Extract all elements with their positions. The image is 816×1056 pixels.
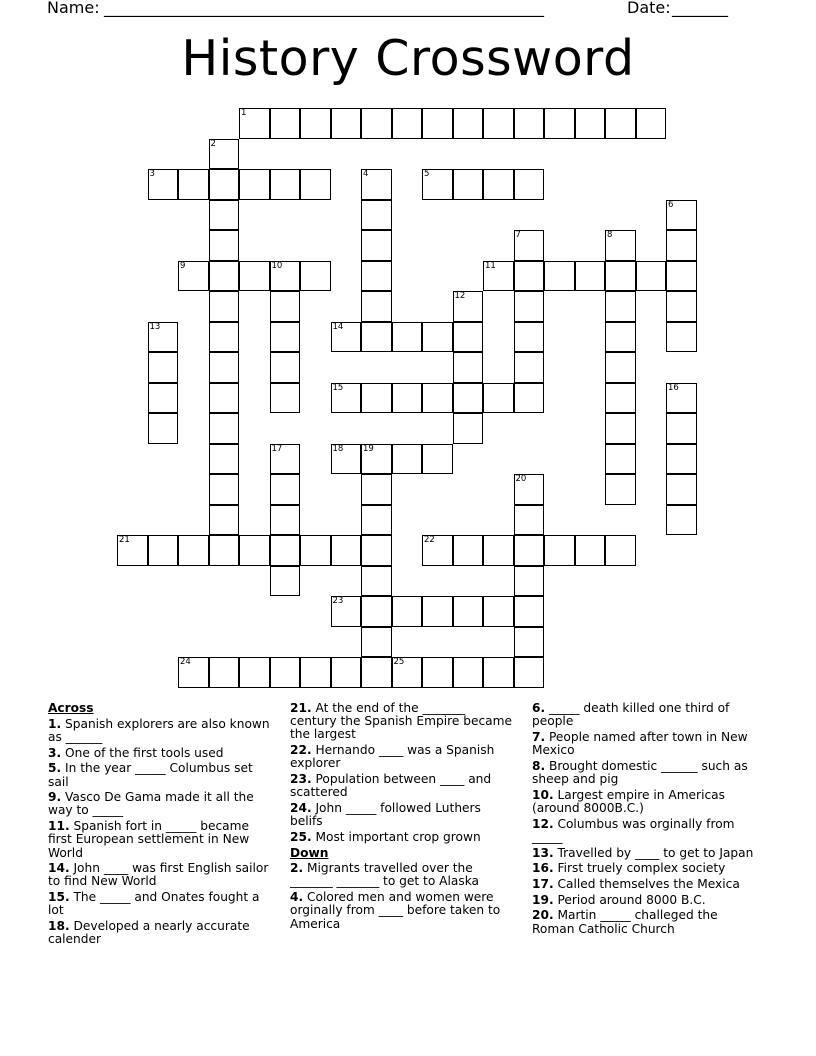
grid-cell[interactable] [666,413,697,444]
grid-cell[interactable] [270,108,301,139]
grid-cell[interactable] [575,261,606,292]
grid-cell[interactable] [148,322,179,353]
clue-item [48,920,273,946]
grid-cell[interactable] [422,108,453,139]
clue-item-number: 9. [48,790,62,805]
grid-cell[interactable] [544,535,575,566]
clue-number: 17 [271,443,283,454]
clue-item-text: Population between ____ and scattered [290,772,492,800]
grid-cell[interactable] [514,474,545,505]
clue-section-heading: Down [290,845,329,860]
grid-cell[interactable] [514,261,545,292]
grid-cell[interactable] [178,657,209,688]
grid-cell[interactable] [453,108,484,139]
grid-cell[interactable] [666,383,697,414]
clue-number: 10 [271,260,283,271]
grid-cell[interactable] [270,444,301,475]
grid-cell[interactable] [514,505,545,536]
grid-cell[interactable] [209,444,240,475]
grid-cell[interactable] [605,383,636,414]
clue-item-text: John _____ followed Luthers belifs [290,800,481,829]
grid-cell[interactable] [422,535,453,566]
grid-cell[interactable] [514,291,545,322]
clue-item-text: First truely complex society [553,861,726,876]
clue-number: 18 [332,443,344,454]
grid-cell[interactable] [666,200,697,231]
grid-cell[interactable] [422,596,453,627]
clue-item-number: 12. [532,816,554,831]
clue-item [532,789,762,815]
grid-cell[interactable] [666,230,697,261]
grid-cell[interactable] [453,413,484,444]
clue-item-number: 13. [532,845,554,860]
grid-cell[interactable] [514,383,545,414]
clue-item [48,718,273,744]
grid-cell[interactable] [270,566,301,597]
clue-item [290,891,515,931]
clue-item-text: Hernando ____ was a Spanish explorer [290,743,495,771]
clue-item-number: 15. [48,890,70,905]
grid-cell[interactable] [514,230,545,261]
clue-item-number: 23. [290,772,312,787]
page-title: History Crossword [181,30,635,87]
grid-cell[interactable] [514,322,545,353]
grid-cell[interactable] [575,535,606,566]
grid-cell[interactable] [666,505,697,536]
clue-item-number: 10. [532,787,554,802]
grid-cell[interactable] [361,200,392,231]
grid-cell[interactable] [361,657,392,688]
clue-item [290,802,515,828]
grid-cell[interactable] [361,444,392,475]
grid-cell[interactable] [361,291,392,322]
grid-cell[interactable] [666,444,697,475]
grid-cell[interactable] [514,657,545,688]
clues-column-3 [532,702,762,938]
grid-cell[interactable] [392,108,423,139]
grid-cell[interactable] [605,413,636,444]
clue-number: 12 [454,291,466,301]
grid-cell[interactable] [209,322,240,353]
grid-cell[interactable] [422,169,453,200]
grid-cell[interactable] [270,291,301,322]
name-label: Name: [47,0,100,17]
grid-cell[interactable] [331,657,362,688]
grid-cell[interactable] [605,261,636,292]
grid-cell[interactable] [605,535,636,566]
grid-cell[interactable] [605,474,636,505]
clues-column-2 [290,702,515,933]
grid-cell[interactable] [483,383,514,414]
clue-item-text: Vasco De Gama made it all the way to _____ [48,790,254,818]
clue-item-number: 16. [532,861,554,876]
grid-cell[interactable] [422,444,453,475]
grid-cell[interactable] [300,535,331,566]
grid-cell[interactable] [270,474,301,505]
clue-item-number: 5. [48,761,62,776]
grid-cell[interactable] [453,596,484,627]
grid-cell[interactable] [117,535,148,566]
clue-number: 1 [241,108,247,118]
grid-cell[interactable] [239,657,270,688]
grid-cell[interactable] [544,261,575,292]
grid-cell[interactable] [209,474,240,505]
clue-item-text: Brought domestic ______ such as sheep and pig [532,758,748,787]
clue-item-number: 21. [290,701,312,715]
grid-cell[interactable] [239,108,270,139]
clue-number: 8 [607,230,613,240]
clue-item-text: John ____ was first English sailor to find New World [48,861,269,889]
clue-item-text: Period around 8000 B.C. [553,892,706,907]
grid-cell[interactable] [392,657,423,688]
grid-cell[interactable] [270,505,301,536]
grid-cell[interactable] [453,169,484,200]
name-field-line[interactable]: _______________________________________________________ [104,0,544,17]
grid-cell[interactable] [209,230,240,261]
grid-cell[interactable] [209,169,240,200]
grid-cell[interactable] [483,596,514,627]
grid-cell[interactable] [392,383,423,414]
clue-item [48,747,273,760]
grid-cell[interactable] [666,474,697,505]
grid-cell[interactable] [605,444,636,475]
grid-cell[interactable] [666,291,697,322]
clue-number: 11 [485,260,496,271]
clue-item [532,702,762,728]
date-label: Date: [627,0,671,17]
grid-cell[interactable] [666,261,697,292]
clue-item [290,773,515,799]
clue-number: 16 [668,382,679,393]
clue-item [48,791,273,817]
grid-cell[interactable] [361,108,392,139]
grid-cell[interactable] [422,383,453,414]
grid-cell[interactable] [361,505,392,536]
grid-cell[interactable] [300,261,331,292]
clue-item [48,820,273,860]
grid-cell[interactable] [361,230,392,261]
grid-cell[interactable] [514,566,545,597]
grid-cell[interactable] [331,383,362,414]
clue-item-text: One of the first tools used [61,745,224,760]
clue-number: 20 [515,474,527,484]
clue-number: 25 [393,657,405,667]
clue-item-number: 11. [48,819,70,834]
clue-item-number: 14. [48,861,70,876]
clue-number: 5 [424,169,430,179]
grid-cell[interactable] [453,383,484,414]
grid-cell[interactable] [544,108,575,139]
clue-item [290,862,515,888]
grid-cell[interactable] [514,535,545,566]
grid-cell[interactable] [361,261,392,292]
clue-item-text: Migrants travelled over the _______ _______ to get to Alaska [290,861,480,889]
grid-cell[interactable] [178,169,209,200]
grid-cell[interactable] [453,535,484,566]
clues-column-1 [48,702,273,949]
clue-item [532,731,762,757]
grid-cell[interactable] [666,322,697,353]
grid-cell[interactable] [605,352,636,383]
clue-number: 22 [424,535,435,545]
grid-cell[interactable] [636,108,667,139]
grid-cell[interactable] [605,230,636,261]
clue-item [290,744,515,770]
grid-cell[interactable] [209,291,240,322]
clue-item-text: In the year _____ Columbus set sail [48,761,253,789]
clue-item-number: 7. [532,729,546,744]
clue-item-text: Columbus was orginally from _____ [532,816,735,844]
clue-number: 15 [332,382,344,393]
grid-cell[interactable] [514,352,545,383]
clue-item-text: Largest empire in Americas (around 8000B.C.) [532,787,725,815]
grid-cell[interactable] [270,352,301,383]
grid-cell[interactable] [331,322,362,353]
clue-number: 4 [363,169,369,179]
grid-cell[interactable] [392,596,423,627]
clue-item-text: Spanish explorers are also known as ______ [48,716,270,744]
clue-item [532,847,762,860]
clue-item-text: _____ death killed one third of people [532,701,730,729]
grid-cell[interactable] [483,535,514,566]
grid-cell[interactable] [209,139,240,170]
clue-number: 14 [332,321,344,332]
grid-cell[interactable] [361,566,392,597]
grid-cell[interactable] [422,657,453,688]
grid-cell[interactable] [453,657,484,688]
clue-item-text: Colored men and women were orginally from ____ before taken to America [290,890,501,931]
grid-cell[interactable] [270,383,301,414]
grid-cell[interactable] [331,535,362,566]
grid-cell[interactable] [209,261,240,292]
clue-number: 3 [149,169,155,179]
grid-cell[interactable] [209,657,240,688]
grid-cell[interactable] [209,505,240,536]
clue-item [48,762,273,788]
clue-number: 23 [332,596,344,606]
grid-cell[interactable] [361,535,392,566]
date-field-line[interactable]: _______ [672,0,728,17]
clue-item-number: 18. [48,919,70,934]
clue-number: 19 [363,443,374,454]
grid-cell[interactable] [178,535,209,566]
clue-item-number: 6. [532,701,546,715]
grid-cell[interactable] [392,444,423,475]
clue-item-number: 4. [290,890,304,905]
grid-cell[interactable] [331,108,362,139]
clue-item [290,702,515,742]
grid-cell[interactable] [636,261,667,292]
clue-item-number: 8. [532,758,546,773]
clue-section-heading: Across [48,701,94,715]
clue-item-text: At the end of the _______ century the Spanish Empire became the largest [290,701,512,742]
clue-item [48,891,273,917]
grid-cell[interactable] [209,535,240,566]
clue-item-number: 24. [290,800,312,815]
grid-cell[interactable] [361,383,392,414]
clue-item [532,760,762,786]
grid-cell[interactable] [361,627,392,658]
grid-cell[interactable] [331,596,362,627]
grid-cell[interactable] [605,108,636,139]
grid-cell[interactable] [209,200,240,231]
clue-item-text: Travelled by ____ to get to Japan [553,845,754,860]
clue-number: 2 [210,138,216,149]
grid-cell[interactable] [483,169,514,200]
grid-cell[interactable] [148,383,179,414]
grid-cell[interactable] [209,352,240,383]
grid-cell[interactable] [270,535,301,566]
clue-number: 9 [180,260,186,271]
clue-number: 13 [149,321,161,332]
clue-number: 7 [515,230,521,240]
grid-cell[interactable] [605,291,636,322]
grid-cell[interactable] [209,413,240,444]
grid-cell[interactable] [148,169,179,200]
clue-item-text: Developed a nearly accurate calender [48,919,250,947]
clue-item [532,878,762,891]
clue-number: 24 [180,657,191,667]
grid-cell[interactable] [453,322,484,353]
grid-cell[interactable] [361,474,392,505]
clue-item-text: Martin _____ challeged the Roman Catholic Church [532,908,718,936]
clue-item-text: The _____ and Onates fought a lot [48,890,260,918]
grid-cell[interactable] [361,596,392,627]
clue-number: 21 [119,535,130,545]
clue-item [48,862,273,888]
grid-cell[interactable] [483,657,514,688]
grid-cell[interactable] [605,322,636,353]
clue-item [290,831,515,844]
grid-cell[interactable] [148,413,179,444]
grid-cell[interactable] [209,383,240,414]
grid-cell[interactable] [300,169,331,200]
grid-cell[interactable] [270,261,301,292]
grid-cell[interactable] [453,352,484,383]
grid-cell[interactable] [575,108,606,139]
grid-cell[interactable] [392,322,423,353]
grid-cell[interactable] [514,169,545,200]
grid-cell[interactable] [270,657,301,688]
clue-item-text: People named after town in New Mexico [532,729,748,758]
clue-item-number: 2. [290,861,304,876]
grid-cell[interactable] [331,444,362,475]
grid-cell[interactable] [300,108,331,139]
grid-cell[interactable] [361,169,392,200]
grid-cell[interactable] [361,322,392,353]
clue-item-number: 22. [290,743,312,758]
grid-cell[interactable] [422,322,453,353]
clue-item [532,818,762,844]
grid-cell[interactable] [239,535,270,566]
grid-cell[interactable] [453,291,484,322]
clue-item [532,909,762,935]
grid-cell[interactable] [270,169,301,200]
grid-cell[interactable] [178,261,209,292]
clue-item [532,862,762,875]
grid-cell[interactable] [514,596,545,627]
clue-item-text: Most important crop grown [311,829,481,844]
grid-cell[interactable] [148,352,179,383]
clue-number: 6 [668,199,674,210]
grid-cell[interactable] [148,535,179,566]
grid-cell[interactable] [239,261,270,292]
grid-cell[interactable] [483,261,514,292]
grid-cell[interactable] [483,108,514,139]
clue-item-number: 25. [290,829,312,844]
clue-item-number: 1. [48,716,62,731]
clue-item-text: Spanish fort in _____ became first European settlement in New World [48,819,250,860]
clue-item-number: 19. [532,892,554,907]
grid-cell[interactable] [300,657,331,688]
clue-item-text: Called themselves the Mexica [553,876,740,891]
clue-item-number: 17. [532,876,554,891]
grid-cell[interactable] [514,627,545,658]
grid-cell[interactable] [239,169,270,200]
clue-item-number: 20. [532,908,554,923]
clue-item [532,894,762,907]
grid-cell[interactable] [270,322,301,353]
grid-cell[interactable] [514,108,545,139]
clue-item-number: 3. [48,745,62,760]
